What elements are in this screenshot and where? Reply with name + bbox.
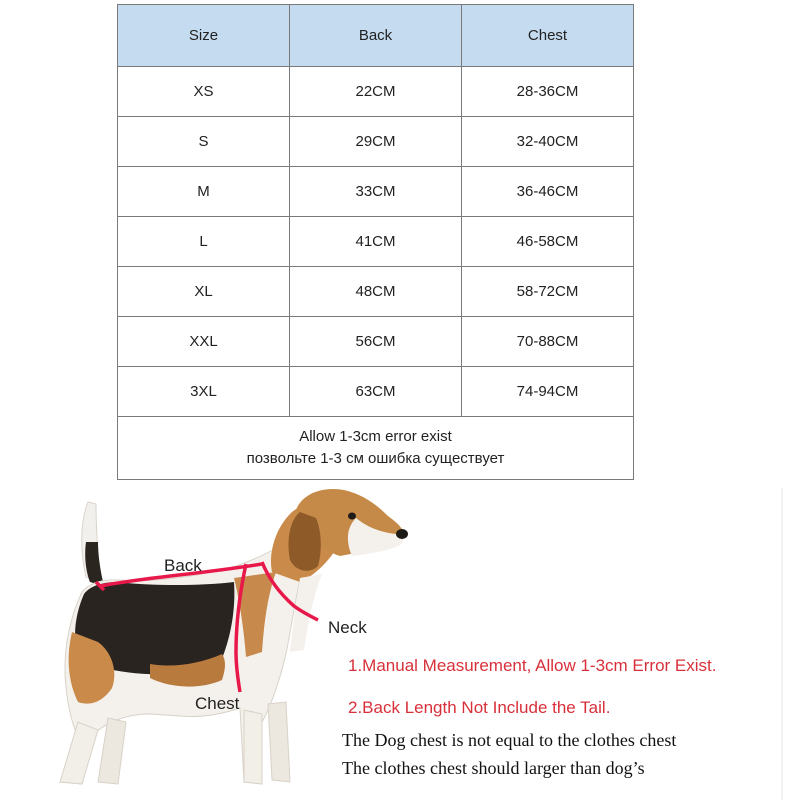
table-note-row: [118, 417, 634, 480]
dog-measurement-diagram: [0, 482, 800, 800]
cell-back: 22CM: [290, 67, 462, 117]
dog-rear-leg-right: [98, 718, 126, 784]
label-neck: Neck: [328, 618, 367, 637]
cell-back: 41CM: [290, 217, 462, 267]
label-back: Back: [164, 556, 202, 575]
table-row: [118, 67, 634, 117]
table-row: [118, 367, 634, 417]
header-chest: Chest: [462, 5, 634, 67]
cell-back: 29CM: [290, 117, 462, 167]
tolerance-note: [118, 417, 634, 480]
cell-chest: 74-94CM: [462, 367, 634, 417]
cell-size: XS: [118, 67, 290, 117]
cell-chest: 70-88CM: [462, 317, 634, 367]
cell-size: L: [118, 217, 290, 267]
header-back: Back: [290, 5, 462, 67]
dog-front-leg-right: [268, 702, 290, 782]
table-header-row: [118, 5, 634, 67]
dog-tail-tip: [85, 542, 104, 586]
cell-size: 3XL: [118, 367, 290, 417]
label-chest: Chest: [195, 694, 240, 713]
cell-back: 48CM: [290, 267, 462, 317]
dog-illustration: [0, 482, 800, 800]
table-row: [118, 317, 634, 367]
cell-chest: 58-72CM: [462, 267, 634, 317]
note-russian: позвольте 1-3 см ошибка существует: [246, 450, 505, 467]
note-chest-difference: The Dog chest is not equal to the clothes chest: [342, 730, 677, 750]
cell-back: 33CM: [290, 167, 462, 217]
header-size: Size: [118, 5, 290, 67]
note-measurement-error: 1.Manual Measurement, Allow 1-3cm Error Exist.: [348, 656, 717, 675]
cell-chest: 36-46CM: [462, 167, 634, 217]
table-row: [118, 167, 634, 217]
dog-front-leg-left: [244, 710, 262, 784]
cell-chest: 32-40CM: [462, 117, 634, 167]
cell-chest: 28-36CM: [462, 67, 634, 117]
table-row: [118, 217, 634, 267]
cell-size: M: [118, 167, 290, 217]
table-row: [118, 267, 634, 317]
note-chest-larger: The clothes chest should larger than dog’s: [342, 758, 645, 778]
table-row: [118, 117, 634, 167]
dog-eye: [348, 513, 356, 520]
dog-rear-leg-left: [60, 722, 98, 784]
note-back-length: 2.Back Length Not Include the Tail.: [348, 698, 611, 717]
note-english: Allow 1-3cm error exist: [299, 428, 452, 445]
cell-chest: 46-58CM: [462, 217, 634, 267]
dog-nose: [396, 529, 408, 539]
cell-back: 56CM: [290, 317, 462, 367]
cell-size: XL: [118, 267, 290, 317]
dog-ear: [288, 512, 320, 571]
cell-back: 63CM: [290, 367, 462, 417]
cell-size: S: [118, 117, 290, 167]
size-chart-table: [117, 4, 634, 480]
cell-size: XXL: [118, 317, 290, 367]
